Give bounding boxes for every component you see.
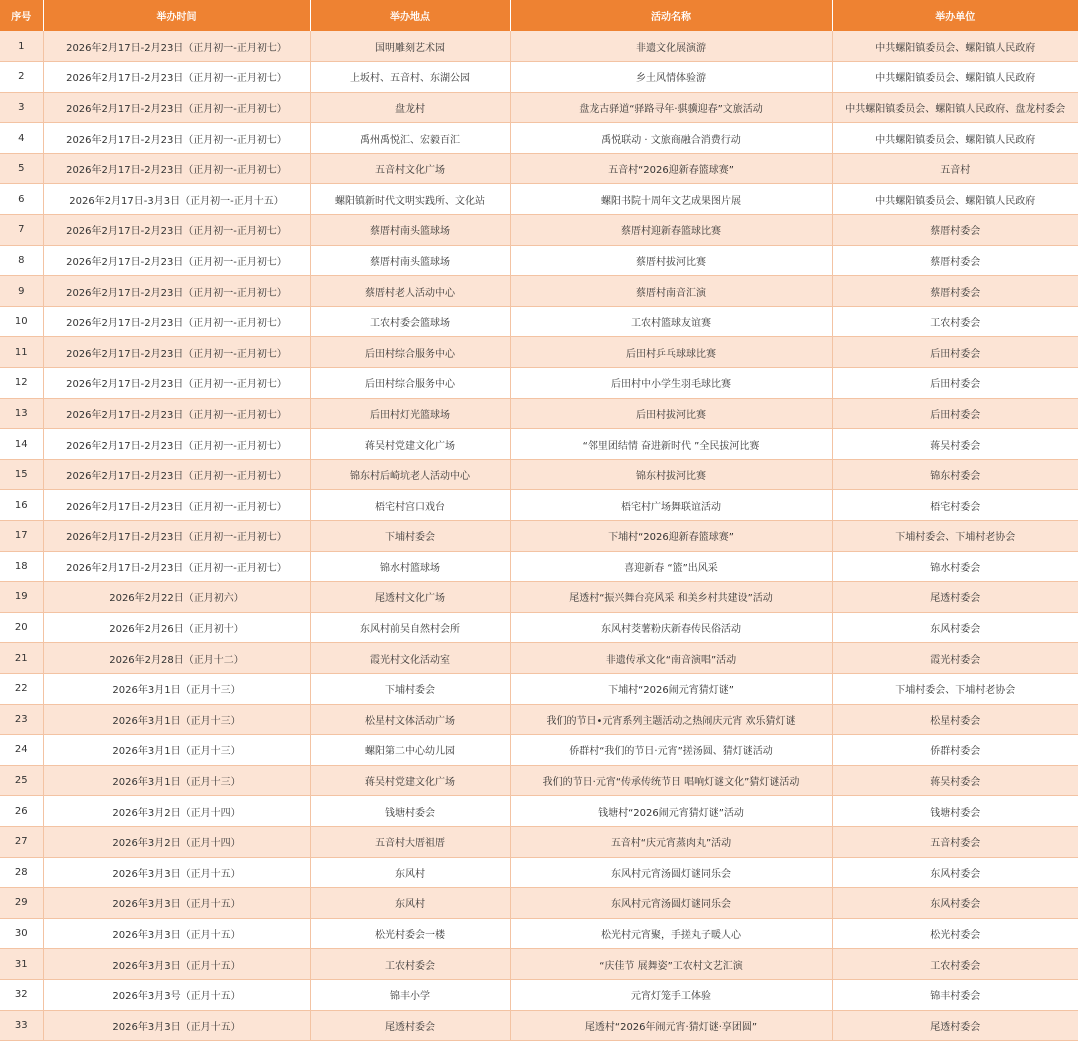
cell-location: 尾透村文化广场 (310, 582, 510, 613)
cell-organizer: 五音村委会 (832, 826, 1078, 857)
cell-activity-name: 五音村“庆元宵蒸肉丸”活动 (510, 826, 832, 857)
cell-organizer: 后田村委会 (832, 368, 1078, 399)
cell-time: 2026年3月2日（正月十四） (43, 826, 310, 857)
cell-activity-name: 喜迎新春 “篮”出风采 (510, 551, 832, 582)
cell-time: 2026年3月3日（正月十五） (43, 888, 310, 919)
cell-location: 螺阳第二中心幼儿园 (310, 735, 510, 766)
cell-index: 6 (0, 184, 43, 215)
cell-time: 2026年2月17日-2月23日（正月初一-正月初七） (43, 92, 310, 123)
cell-location: 松星村文体活动广场 (310, 704, 510, 735)
table-row (0, 368, 1078, 399)
table-row (0, 123, 1078, 154)
header-organizer: 举办单位 (832, 0, 1078, 31)
cell-time: 2026年2月17日-2月23日（正月初一-正月初七） (43, 31, 310, 62)
cell-index: 17 (0, 521, 43, 552)
cell-location: 钱塘村委会 (310, 796, 510, 827)
cell-organizer: 工农村委会 (832, 949, 1078, 980)
cell-location: 东风村 (310, 888, 510, 919)
cell-activity-name: 非遗传承文化“南音演唱”活动 (510, 643, 832, 674)
cell-organizer: 中共螺阳镇委员会、螺阳镇人民政府 (832, 184, 1078, 215)
cell-organizer: 尾透村委会 (832, 582, 1078, 613)
cell-location: 后田村综合服务中心 (310, 368, 510, 399)
table-row (0, 306, 1078, 337)
table-header-row (0, 0, 1078, 31)
cell-activity-name: 侨群村“我们的节日·元宵”搓汤圆、猜灯谜活动 (510, 735, 832, 766)
cell-index: 16 (0, 490, 43, 521)
cell-time: 2026年2月17日-2月23日（正月初一-正月初七） (43, 276, 310, 307)
cell-index: 9 (0, 276, 43, 307)
table-row (0, 153, 1078, 184)
cell-index: 11 (0, 337, 43, 368)
cell-index: 27 (0, 826, 43, 857)
cell-location: 尾透村委会 (310, 1010, 510, 1041)
cell-location: 工农村委会 (310, 949, 510, 980)
cell-location: 下埔村委会 (310, 673, 510, 704)
cell-index: 31 (0, 949, 43, 980)
cell-activity-name: 松光村元宵聚，手搓丸子暖人心 (510, 918, 832, 949)
cell-location: 蔡厝村老人活动中心 (310, 276, 510, 307)
cell-location: 国明雕刻艺术园 (310, 31, 510, 62)
table-row (0, 215, 1078, 246)
cell-time: 2026年2月17日-2月23日（正月初一-正月初七） (43, 215, 310, 246)
cell-time: 2026年3月1日（正月十三） (43, 735, 310, 766)
cell-organizer: 中共螺阳镇委员会、螺阳镇人民政府、盘龙村委会 (832, 92, 1078, 123)
cell-index: 30 (0, 918, 43, 949)
cell-location: 上坂村、五音村、东湖公园 (310, 62, 510, 93)
cell-time: 2026年2月17日-2月23日（正月初一-正月初七） (43, 62, 310, 93)
cell-activity-name: 蔡厝村迎新春篮球比赛 (510, 215, 832, 246)
cell-organizer: 蔡厝村委会 (832, 276, 1078, 307)
cell-index: 20 (0, 612, 43, 643)
cell-activity-name: 蔡厝村南音汇演 (510, 276, 832, 307)
cell-index: 19 (0, 582, 43, 613)
cell-time: 2026年2月17日-2月23日（正月初一-正月初七） (43, 245, 310, 276)
cell-organizer: 锦丰村委会 (832, 979, 1078, 1010)
table-row (0, 857, 1078, 888)
cell-time: 2026年3月3日（正月十五） (43, 1010, 310, 1041)
cell-time: 2026年2月17日-2月23日（正月初一-正月初七） (43, 153, 310, 184)
cell-time: 2026年3月1日（正月十三） (43, 673, 310, 704)
cell-index: 26 (0, 796, 43, 827)
cell-location: 锦东村后崎坑老人活动中心 (310, 459, 510, 490)
cell-organizer: 蔡厝村委会 (832, 245, 1078, 276)
cell-activity-name: “邻里团结情 奋进新时代 ”全民拔河比赛 (510, 429, 832, 460)
cell-organizer: 中共螺阳镇委员会、螺阳镇人民政府 (832, 123, 1078, 154)
cell-organizer: 下埔村委会、下埔村老协会 (832, 521, 1078, 552)
table-row (0, 92, 1078, 123)
cell-location: 五音村文化广场 (310, 153, 510, 184)
cell-index: 4 (0, 123, 43, 154)
cell-index: 7 (0, 215, 43, 246)
cell-organizer: 钱塘村委会 (832, 796, 1078, 827)
cell-location: 霞光村文化活动室 (310, 643, 510, 674)
table-row (0, 949, 1078, 980)
cell-time: 2026年3月1日（正月十三） (43, 765, 310, 796)
cell-organizer: 中共螺阳镇委员会、螺阳镇人民政府 (832, 31, 1078, 62)
table-body (0, 31, 1078, 1041)
cell-location: 五音村大厝祖厝 (310, 826, 510, 857)
cell-location: 松光村委会一楼 (310, 918, 510, 949)
table-row (0, 673, 1078, 704)
cell-organizer: 蒋吴村委会 (832, 765, 1078, 796)
header-time: 举办时间 (43, 0, 310, 31)
cell-activity-name: 禹悦联动 · 文旅商融合消费行动 (510, 123, 832, 154)
cell-activity-name: 钱塘村“2026闹元宵猜灯谜”活动 (510, 796, 832, 827)
cell-index: 23 (0, 704, 43, 735)
cell-organizer: 尾透村委会 (832, 1010, 1078, 1041)
cell-index: 14 (0, 429, 43, 460)
cell-activity-name: 后田村乒乓球球比赛 (510, 337, 832, 368)
table-row (0, 979, 1078, 1010)
cell-activity-name: 东风村元宵汤圆灯谜同乐会 (510, 857, 832, 888)
cell-time: 2026年2月26日（正月初十） (43, 612, 310, 643)
cell-location: 后田村灯光篮球场 (310, 398, 510, 429)
table-row (0, 31, 1078, 62)
table-row (0, 796, 1078, 827)
cell-activity-name: 下埔村“2026迎新春篮球赛” (510, 521, 832, 552)
cell-time: 2026年2月17日-3月3日（正月初一-正月十五） (43, 184, 310, 215)
cell-organizer: 东风村委会 (832, 888, 1078, 919)
cell-activity-name: 蔡厝村拔河比赛 (510, 245, 832, 276)
table-row (0, 735, 1078, 766)
cell-activity-name: 乡土风情体验游 (510, 62, 832, 93)
cell-activity-name: 盘龙古驿道“驿路寻年·骐骥迎春”文旅活动 (510, 92, 832, 123)
cell-time: 2026年2月17日-2月23日（正月初一-正月初七） (43, 429, 310, 460)
cell-time: 2026年2月17日-2月23日（正月初一-正月初七） (43, 368, 310, 399)
cell-location: 盘龙村 (310, 92, 510, 123)
cell-index: 5 (0, 153, 43, 184)
cell-time: 2026年2月17日-2月23日（正月初一-正月初七） (43, 551, 310, 582)
cell-organizer: 东风村委会 (832, 857, 1078, 888)
cell-location: 蒋吴村党建文化广场 (310, 765, 510, 796)
cell-location: 工农村委会篮球场 (310, 306, 510, 337)
cell-location: 锦丰小学 (310, 979, 510, 1010)
cell-time: 2026年2月17日-2月23日（正月初一-正月初七） (43, 306, 310, 337)
cell-time: 2026年2月28日（正月十二） (43, 643, 310, 674)
cell-activity-name: 五音村“2026迎新春篮球赛” (510, 153, 832, 184)
cell-activity-name: 非遗文化展演游 (510, 31, 832, 62)
cell-index: 25 (0, 765, 43, 796)
cell-index: 1 (0, 31, 43, 62)
cell-activity-name: 工农村篮球友谊赛 (510, 306, 832, 337)
cell-time: 2026年3月3日（正月十五） (43, 857, 310, 888)
table-row (0, 276, 1078, 307)
cell-organizer: 锦水村委会 (832, 551, 1078, 582)
cell-activity-name: 东风村元宵汤圆灯谜同乐会 (510, 888, 832, 919)
cell-location: 东风村 (310, 857, 510, 888)
table-row (0, 918, 1078, 949)
cell-index: 13 (0, 398, 43, 429)
cell-organizer: 锦东村委会 (832, 459, 1078, 490)
cell-index: 2 (0, 62, 43, 93)
table-row (0, 184, 1078, 215)
cell-index: 22 (0, 673, 43, 704)
table-row (0, 429, 1078, 460)
cell-organizer: 蒋吴村委会 (832, 429, 1078, 460)
cell-location: 后田村综合服务中心 (310, 337, 510, 368)
cell-activity-name: 梧宅村广场舞联谊活动 (510, 490, 832, 521)
table-row (0, 521, 1078, 552)
cell-index: 21 (0, 643, 43, 674)
table-row (0, 245, 1078, 276)
table-row (0, 765, 1078, 796)
cell-index: 29 (0, 888, 43, 919)
table-row (0, 459, 1078, 490)
cell-organizer: 松星村委会 (832, 704, 1078, 735)
cell-activity-name: 我们的节日•元宵系列主题活动之热闹庆元宵 欢乐猜灯谜 (510, 704, 832, 735)
cell-organizer: 五音村 (832, 153, 1078, 184)
cell-organizer: 梧宅村委会 (832, 490, 1078, 521)
cell-activity-name: 东风村茭薯粉庆新春传民俗活动 (510, 612, 832, 643)
cell-index: 15 (0, 459, 43, 490)
cell-organizer: 中共螺阳镇委员会、螺阳镇人民政府 (832, 62, 1078, 93)
table-row (0, 612, 1078, 643)
cell-time: 2026年3月2日（正月十四） (43, 796, 310, 827)
cell-organizer: 工农村委会 (832, 306, 1078, 337)
cell-time: 2026年2月17日-2月23日（正月初一-正月初七） (43, 398, 310, 429)
cell-organizer: 后田村委会 (832, 398, 1078, 429)
cell-organizer: 下埔村委会、下埔村老协会 (832, 673, 1078, 704)
header-location: 举办地点 (310, 0, 510, 31)
cell-activity-name: 尾透村“2026年闹元宵·猜灯谜·享团圆” (510, 1010, 832, 1041)
table-row (0, 888, 1078, 919)
table-row (0, 490, 1078, 521)
cell-time: 2026年3月1日（正月十三） (43, 704, 310, 735)
cell-index: 28 (0, 857, 43, 888)
cell-location: 梧宅村宫口戏台 (310, 490, 510, 521)
cell-location: 蔡厝村南头篮球场 (310, 245, 510, 276)
cell-activity-name: “庆佳节 展舞姿”工农村文艺汇演 (510, 949, 832, 980)
cell-activity-name: 螺阳书院十周年文艺成果图片展 (510, 184, 832, 215)
cell-location: 锦水村篮球场 (310, 551, 510, 582)
cell-location: 禹州禹悦汇、宏毅百汇 (310, 123, 510, 154)
cell-organizer: 侨群村委会 (832, 735, 1078, 766)
cell-time: 2026年3月3日（正月十五） (43, 949, 310, 980)
cell-index: 33 (0, 1010, 43, 1041)
cell-activity-name: 元宵灯笼手工体验 (510, 979, 832, 1010)
table-row (0, 1010, 1078, 1041)
cell-location: 下埔村委会 (310, 521, 510, 552)
cell-index: 24 (0, 735, 43, 766)
cell-index: 12 (0, 368, 43, 399)
cell-activity-name: 后田村中小学生羽毛球比赛 (510, 368, 832, 399)
cell-time: 2026年2月17日-2月23日（正月初一-正月初七） (43, 490, 310, 521)
cell-time: 2026年3月3日（正月十五） (43, 918, 310, 949)
cell-location: 蔡厝村南头篮球场 (310, 215, 510, 246)
cell-activity-name: 锦东村拔河比赛 (510, 459, 832, 490)
table-row (0, 704, 1078, 735)
cell-organizer: 后田村委会 (832, 337, 1078, 368)
cell-time: 2026年2月17日-2月23日（正月初一-正月初七） (43, 459, 310, 490)
cell-time: 2026年2月17日-2月23日（正月初一-正月初七） (43, 337, 310, 368)
header-activity-name: 活动名称 (510, 0, 832, 31)
table-row (0, 582, 1078, 613)
table-row (0, 551, 1078, 582)
cell-activity-name: 尾透村“振兴舞台亮风采 和美乡村共建设”活动 (510, 582, 832, 613)
cell-location: 螺阳镇新时代文明实践所、文化站 (310, 184, 510, 215)
cell-index: 18 (0, 551, 43, 582)
table-row (0, 643, 1078, 674)
table-row (0, 337, 1078, 368)
header-index: 序号 (0, 0, 43, 31)
table-row (0, 826, 1078, 857)
cell-organizer: 蔡厝村委会 (832, 215, 1078, 246)
table-row (0, 62, 1078, 93)
cell-activity-name: 下埔村“2026闹元宵猜灯谜” (510, 673, 832, 704)
cell-index: 8 (0, 245, 43, 276)
cell-time: 2026年2月17日-2月23日（正月初一-正月初七） (43, 521, 310, 552)
cell-index: 32 (0, 979, 43, 1010)
cell-activity-name: 我们的节日·元宵“传承传统节日 唱响灯谜文化”猜灯谜活动 (510, 765, 832, 796)
table-row (0, 398, 1078, 429)
cell-time: 2026年2月22日（正月初六） (43, 582, 310, 613)
cell-time: 2026年3月3号（正月十五） (43, 979, 310, 1010)
cell-activity-name: 后田村拔河比赛 (510, 398, 832, 429)
cell-time: 2026年2月17日-2月23日（正月初一-正月初七） (43, 123, 310, 154)
cell-index: 10 (0, 306, 43, 337)
cell-organizer: 松光村委会 (832, 918, 1078, 949)
cell-organizer: 东风村委会 (832, 612, 1078, 643)
cell-organizer: 霞光村委会 (832, 643, 1078, 674)
cell-location: 东风村前吴自然村会所 (310, 612, 510, 643)
cell-index: 3 (0, 92, 43, 123)
cell-location: 蒋吴村党建文化广场 (310, 429, 510, 460)
